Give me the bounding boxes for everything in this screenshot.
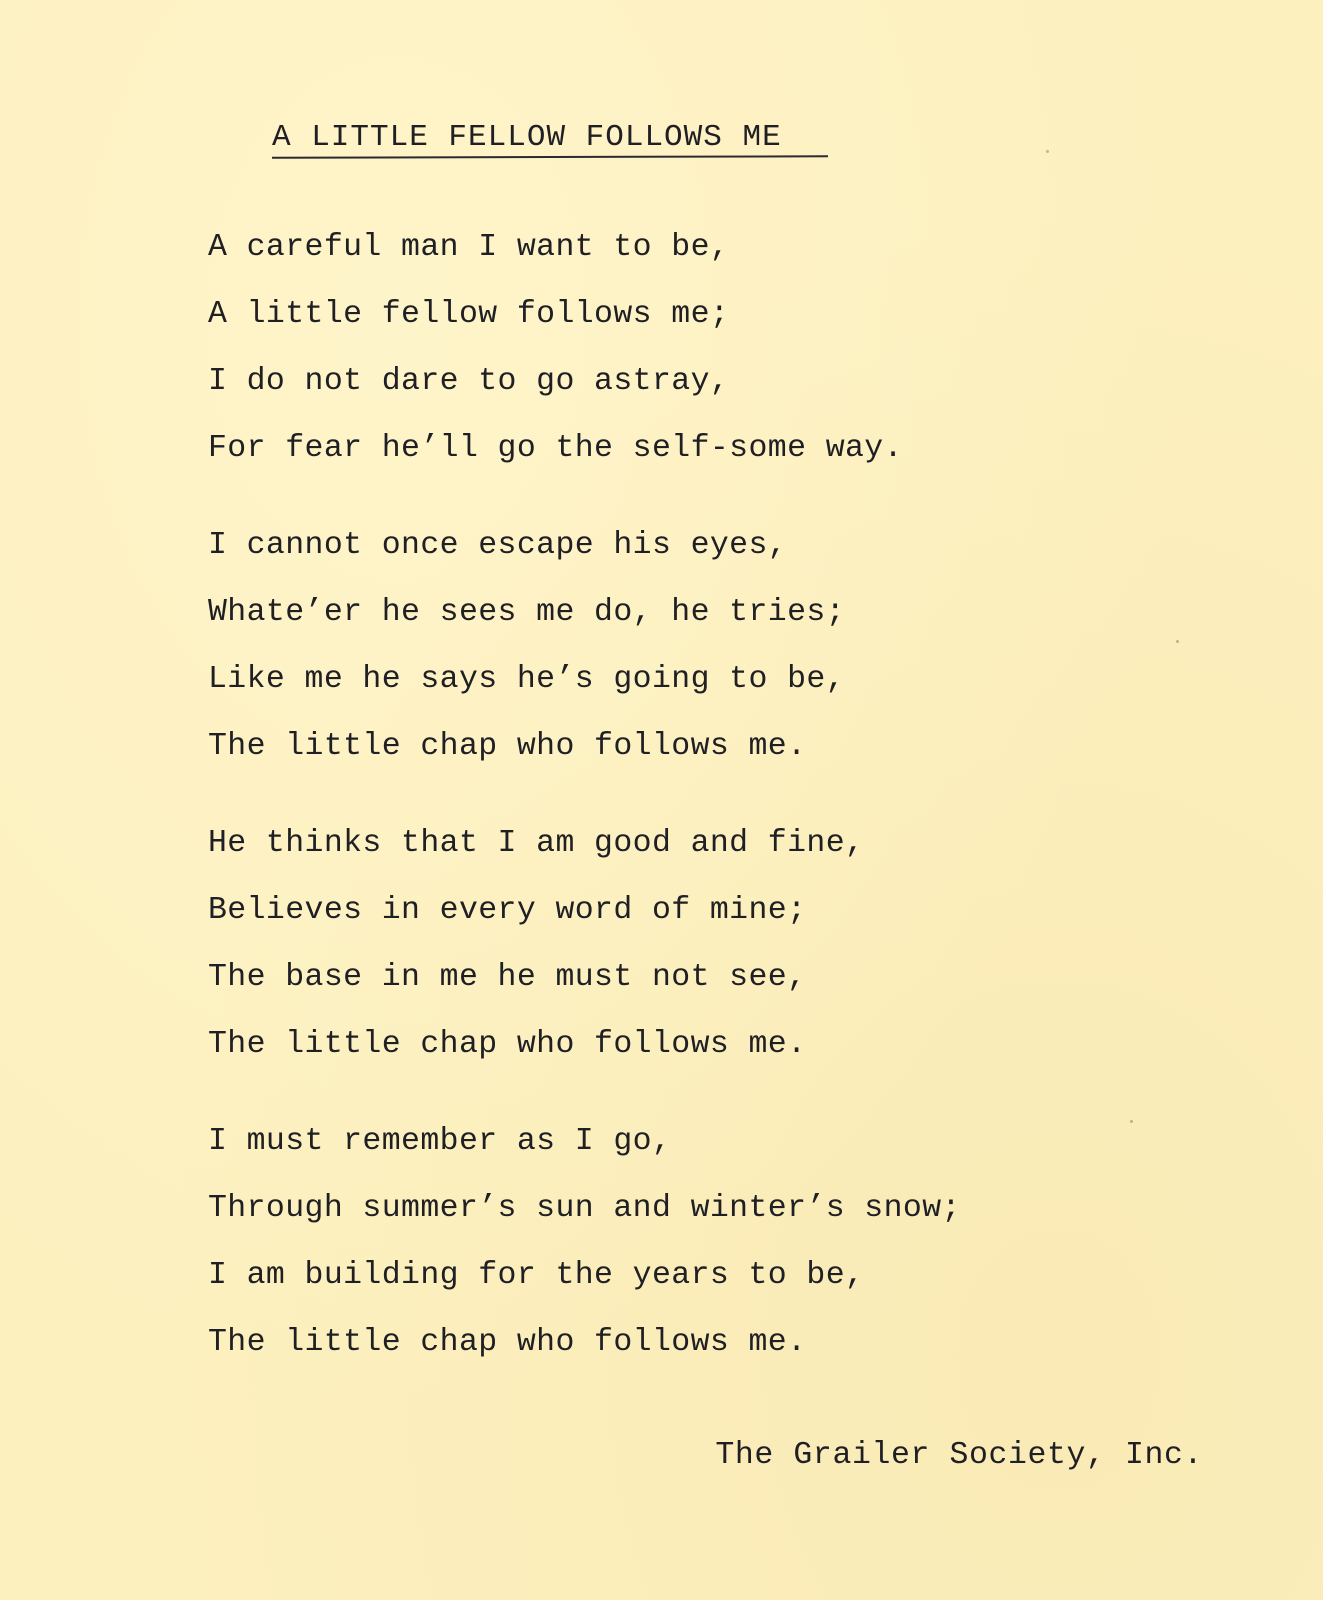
poem-line: A little fellow follows me; — [208, 297, 730, 332]
poem-line: Through summer’s sun and winter’s snow; — [208, 1191, 961, 1226]
poem-line: I cannot once escape his eyes, — [208, 528, 788, 563]
poem-body — [208, 214, 1208, 1406]
poem-line: Whate’er he sees me do, he tries; — [208, 595, 846, 630]
poem-line: The base in me he must not see, — [208, 960, 807, 995]
poem-line: He thinks that I am good and fine, — [208, 826, 865, 861]
stanza-1 — [208, 214, 1208, 482]
poem-title: A LITTLE FELLOW FOLLOWS ME — [272, 120, 782, 155]
poem-line: The little chap who follows me. — [208, 1325, 807, 1360]
stanza-3 — [208, 810, 1208, 1078]
poem-line: Like me he says he’s going to be, — [208, 662, 846, 697]
poem-line: I do not dare to go astray, — [208, 364, 730, 399]
paper-speck — [1130, 1120, 1133, 1123]
signature-line: The Grailer Society, Inc. — [715, 1438, 1203, 1473]
paper-speck — [1046, 150, 1049, 153]
poem-line: The little chap who follows me. — [208, 729, 807, 764]
stanza-4 — [208, 1108, 1208, 1376]
poem-line: For fear he’ll go the self-some way. — [208, 431, 903, 466]
poem-line: The little chap who follows me. — [208, 1027, 807, 1062]
poem-line: I am building for the years to be, — [208, 1258, 865, 1293]
poem-line: A careful man I want to be, — [208, 230, 730, 265]
poem-line: I must remember as I go, — [208, 1124, 672, 1159]
paper-speck — [1176, 640, 1179, 643]
stanza-2 — [208, 512, 1208, 780]
poem-line: Believes in every word of mine; — [208, 893, 807, 928]
